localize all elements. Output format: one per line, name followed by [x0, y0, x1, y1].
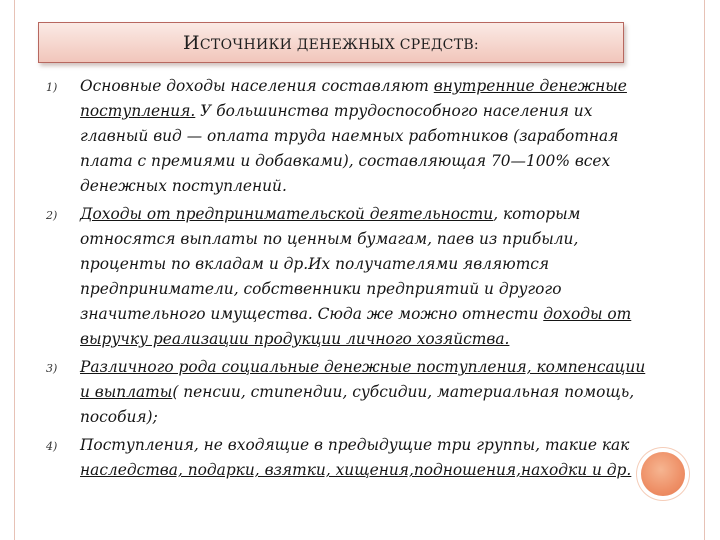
sources-list — [46, 74, 646, 486]
underlined-phrase: внутренние денежные поступления. — [80, 77, 627, 120]
list-item-number: 2) — [46, 209, 58, 222]
text-run: Поступления, не входящие в предыдущие три группы, такие как — [80, 436, 630, 454]
title-banner — [38, 22, 624, 63]
underlined-phrase: Доходы от предпринимательской деятельности — [80, 205, 494, 223]
list-item — [46, 355, 646, 430]
text-run: ( пенсии, стипендии, субсидии, материальная помощь, пособия); — [80, 383, 635, 426]
underlined-phrase: наследства, подарки, взятки, хищения,подношения,находки и др. — [80, 461, 632, 479]
title-rest: СТОЧНИКИ ДЕНЕЖНЫХ СРЕДСТВ: — [199, 37, 479, 53]
text-run: , которым относятся выплаты по ценным бумагам, паев из прибыли, проценты по вкладам и др.Их получателями являются предприниматели, собственники предприятий и другого значительного имущества. Сюда же можно отнести — [80, 205, 581, 323]
text-run: Основные доходы населения составляют — [80, 77, 434, 95]
list-item-text — [80, 436, 631, 479]
list-item — [46, 202, 646, 352]
text-run: У большинства трудоспособного населения их главный вид — оплата труда наемных работников (заработная плата с премиями и добавками), составляющая 70—100% всех денежных поступлений. — [80, 102, 619, 195]
list-item-text — [80, 358, 645, 426]
list-item-number: 4) — [46, 440, 58, 453]
slide-title — [39, 32, 623, 54]
list-item — [46, 433, 646, 483]
decorative-circle — [641, 452, 685, 496]
title-first-letter: И — [183, 32, 200, 54]
underlined-phrase: Различного рода социальные денежные поступления, компенсации и выплаты — [80, 358, 646, 401]
list-item-number: 3) — [46, 362, 58, 375]
list-item-text — [80, 77, 627, 195]
list-item-number: 1) — [46, 81, 58, 94]
underlined-phrase: доходы от выручку реализации продукции личного хозяйства. — [80, 305, 632, 348]
list-item-text — [80, 205, 631, 348]
list-item — [46, 74, 646, 199]
